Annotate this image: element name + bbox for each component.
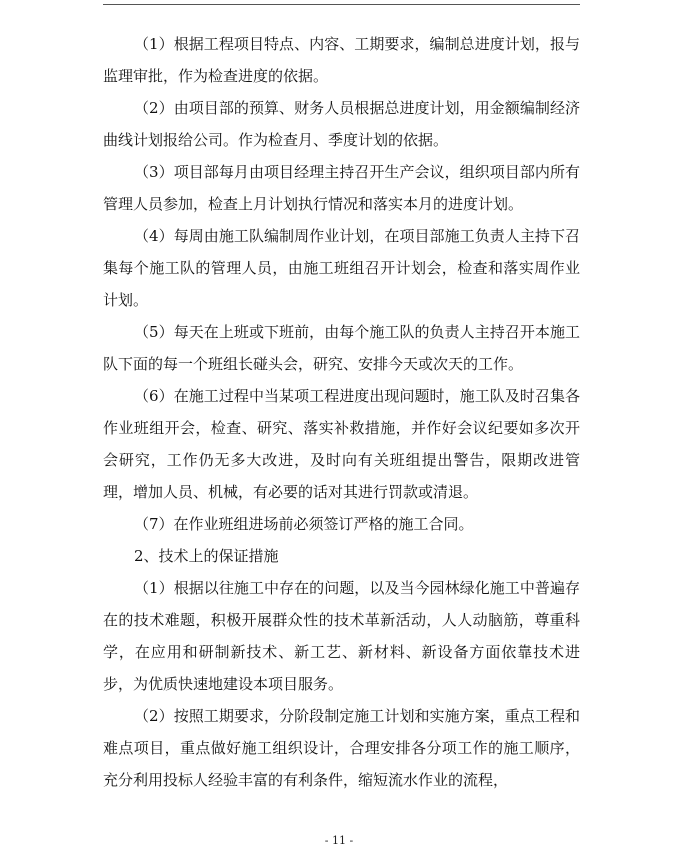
paragraph-economic-curve-plan: （2）由项目部的预算、财务人员根据总进度计划，用金额编制经济曲线计划报给公司。作为检查月、季度计划的依据。	[103, 99, 580, 149]
header-rule	[103, 4, 580, 5]
document-body	[103, 28, 580, 796]
page-number: - 11 -	[324, 834, 354, 847]
paragraph-phased-planning: （2）按照工期要求，分阶段制定施工计划和实施方案，重点工程和难点项目，重点做好施工组织设计，合理安排各分项工作的施工顺序，充分利用投标人经验丰富的有利条件，缩短流水作业的流程，	[103, 707, 580, 789]
paragraph-monthly-meeting: （3）项目部每月由项目经理主持召开生产会议，组织项目部内所有管理人员参加，检查上月计划执行情况和落实本月的进度计划。	[103, 163, 580, 213]
paragraph-progress-plan: （1）根据工程项目特点、内容、工期要求，编制总进度计划，报与监理审批，作为检查进度的依据。	[103, 35, 580, 85]
section-heading-technical-measures: 2、技术上的保证措施	[134, 547, 279, 565]
paragraph-construction-contract: （7）在作业班组进场前必须签订严格的施工合同。	[134, 515, 474, 533]
paragraph-daily-meeting: （5）每天在上班或下班前，由每个施工队的负责人主持召开本施工队下面的每一个班组长碰头会，研究、安排今天或次天的工作。	[103, 323, 580, 373]
paragraph-technical-innovation: （1）根据以往施工中存在的问题，以及当今园林绿化施工中普遍存在的技术难题，积极开展群众性的技术革新活动，人人动脑筋，尊重科学，在应用和研制新技术、新工艺、新材料、新设备方面依靠技术进步，为优质快速地建设本项目服务。	[103, 579, 580, 693]
paragraph-weekly-plan: （4）每周由施工队编制周作业计划，在项目部施工负责人主持下召集每个施工队的管理人员，由施工班组召开计划会，检查和落实周作业计划。	[103, 227, 580, 309]
paragraph-remedial-measures: （6）在施工过程中当某项工程进度出现问题时，施工队及时召集各作业班组开会，检查、研究、落实补救措施，并作好会议纪要如多次开会研究，工作仍无多大改进，及时向有关班组提出警告，限期改进管理，增加人员、机械，有必要的话对其进行罚款或清退。	[103, 387, 580, 501]
